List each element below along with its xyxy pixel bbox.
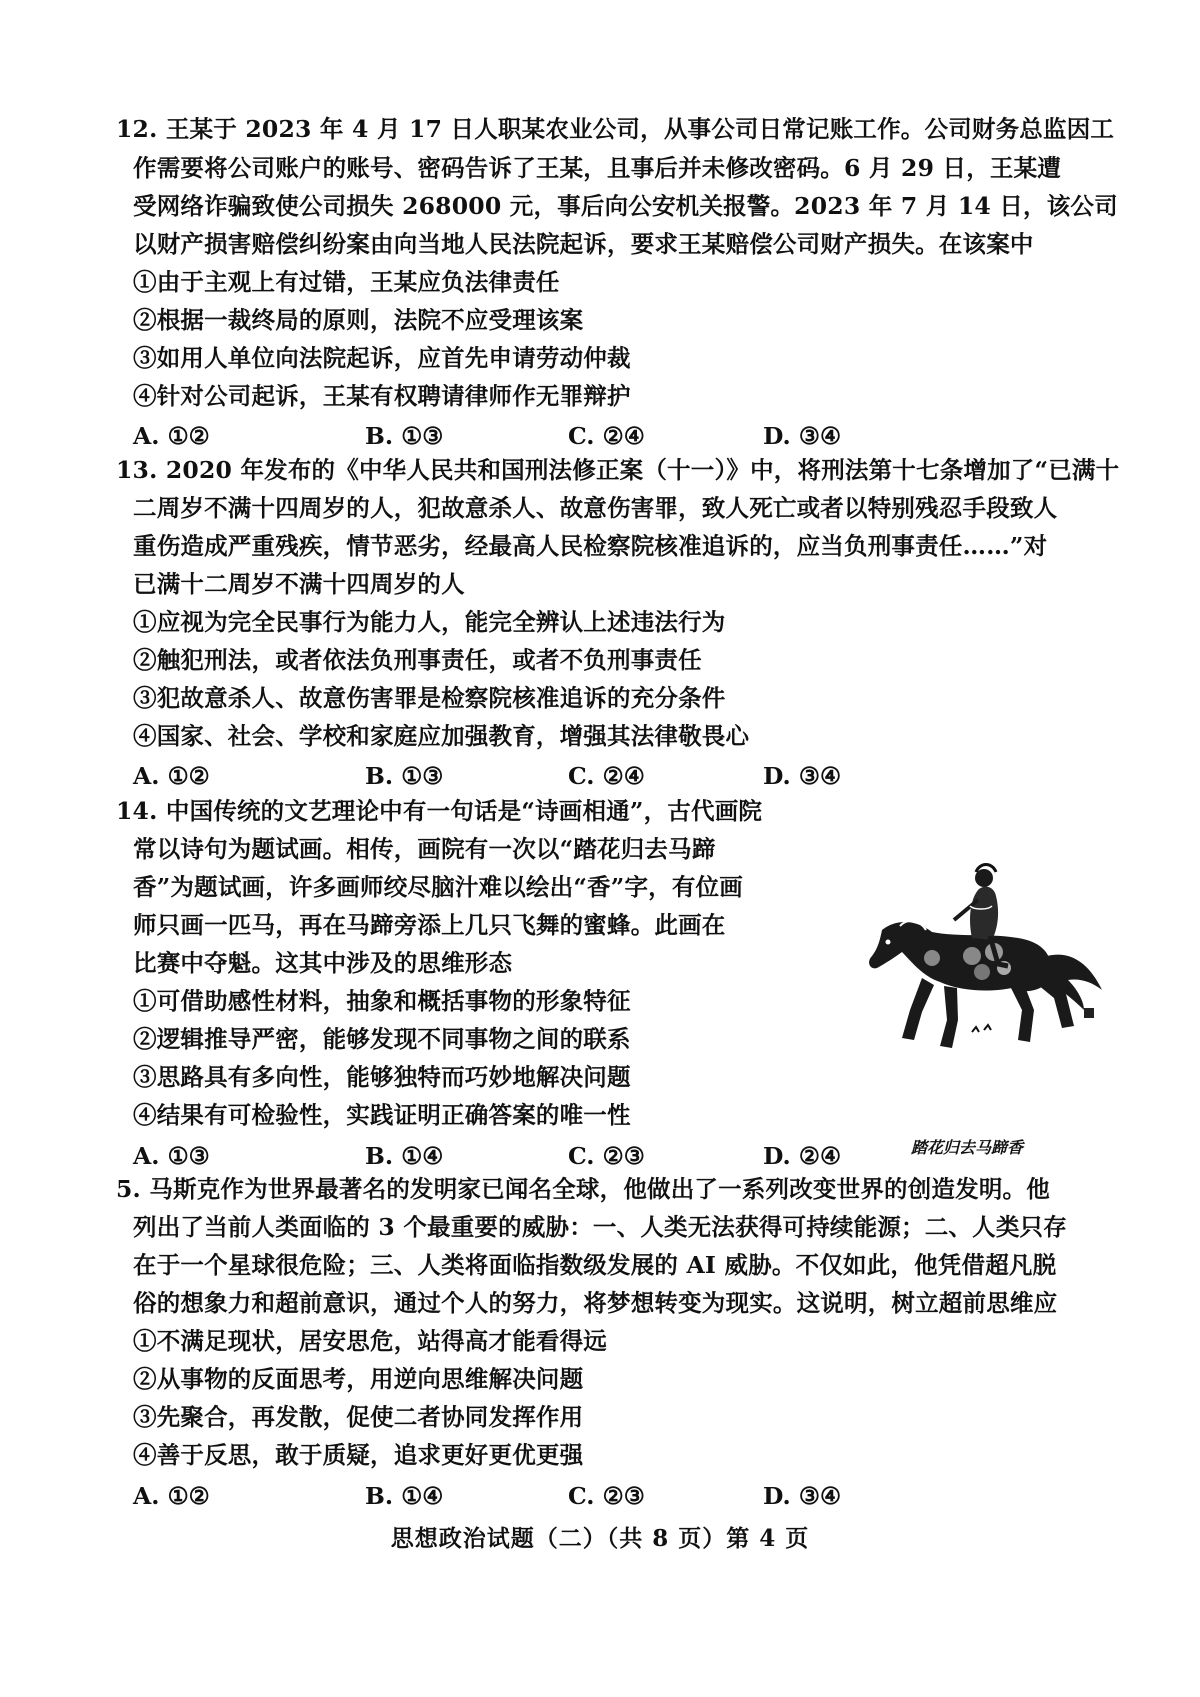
q14-option-a: A. ①③ xyxy=(133,1142,210,1170)
q14-stem-line-1: 14. 中国传统的文艺理论中有一句话是“诗画相通”，古代画院 xyxy=(116,797,763,825)
q12-option-b: B. ①③ xyxy=(365,422,444,450)
q15-option-a: A. ①② xyxy=(133,1482,210,1510)
q12-option-a: A. ①② xyxy=(133,422,210,450)
q13-stem-line-1: 13. 2020 年发布的《中华人民共和国刑法修正案（十一）》中，将刑法第十七条增加了“已满十 xyxy=(116,456,1120,484)
q15-option-c: C. ②③ xyxy=(568,1482,645,1510)
q15-stem-line-4: 俗的想象力和超前意识，通过个人的努力，将梦想转变为现实。这说明，树立超前思维应 xyxy=(133,1289,1058,1317)
q14-option-c: C. ②③ xyxy=(568,1142,645,1170)
q13-option-d: D. ③④ xyxy=(763,762,842,790)
q15-stem-line-2: 列出了当前人类面临的 3 个最重要的威胁：一、人类无法获得可持续能源；二、人类只存 xyxy=(133,1213,1067,1241)
q12-item-3: ③如用人单位向法院起诉，应首先申请劳动仲裁 xyxy=(133,344,631,372)
q14-option-b: B. ①④ xyxy=(365,1142,444,1170)
q15-item-2: ②从事物的反面思考，用逆向思维解决问题 xyxy=(133,1365,584,1393)
q15-option-d: D. ③④ xyxy=(763,1482,842,1510)
q14-stem-line-5: 比赛中夺魁。这其中涉及的思维形态 xyxy=(133,949,513,977)
q14-item-2: ②逻辑推导严密，能够发现不同事物之间的联系 xyxy=(133,1025,631,1053)
horse-painting-icon xyxy=(822,860,1112,1160)
q14-stem-line-4: 师只画一匹马，再在马蹄旁添上几只飞舞的蜜蜂。此画在 xyxy=(133,911,726,939)
q15-stem-line-3: 在于一个星球很危险；三、人类将面临指数级发展的 AI 威胁。不仅如此，他凭借超凡脱 xyxy=(133,1251,1057,1279)
q13-option-b: B. ①③ xyxy=(365,762,444,790)
q13-option-c: C. ②④ xyxy=(568,762,645,790)
q12-item-2: ②根据一裁终局的原则，法院不应受理该案 xyxy=(133,306,584,334)
q15-item-1: ①不满足现状，居安思危，站得高才能看得远 xyxy=(133,1327,607,1355)
q12-stem-line-1: 12. 王某于 2023 年 4 月 17 日人职某农业公司，从事公司日常记账工作。公司财务总监因工 xyxy=(116,115,1115,143)
q13-stem-line-4: 已满十二周岁不满十四周岁的人 xyxy=(133,570,465,598)
q13-option-a: A. ①② xyxy=(133,762,210,790)
figure-caption: 踏花归去马蹄香 xyxy=(910,1138,1023,1157)
q14-item-3: ③思路具有多向性，能够独特而巧妙地解决问题 xyxy=(133,1063,631,1091)
q15-item-3: ③先聚合，再发散，促使二者协同发挥作用 xyxy=(133,1403,584,1431)
q14-stem-line-3: 香”为题试画，许多画师绞尽脑汁难以绘出“香”字，有位画 xyxy=(133,873,743,901)
q14-item-4: ④结果有可检验性，实践证明正确答案的唯一性 xyxy=(133,1101,631,1129)
q15-item-4: ④善于反思，敢于质疑，追求更好更优更强 xyxy=(133,1441,584,1469)
q12-stem-line-3: 受网络诈骗致使公司损失 268000 元，事后向公安机关报警。2023 年 7 月 14 日，该公司 xyxy=(133,192,1118,220)
q15-stem-line-1: 5. 马斯克作为世界最著名的发明家已闻名全球，他做出了一系列改变世界的创造发明。他 xyxy=(116,1175,1050,1203)
q13-stem-line-3: 重伤造成严重残疾，情节恶劣，经最高人民检察院核准追诉的，应当负刑事责任……”对 xyxy=(133,532,1048,560)
page-footer: 思想政治试题（二）（共 8 页）第 4 页 xyxy=(390,1525,810,1552)
q13-stem-line-2: 二周岁不满十四周岁的人，犯故意杀人、故意伤害罪，致人死亡或者以特别残忍手段致人 xyxy=(133,494,1058,522)
q15-option-b: B. ①④ xyxy=(365,1482,444,1510)
q12-stem-line-4: 以财产损害赔偿纠纷案由向当地人民法院起诉，要求王某赔偿公司财产损失。在该案中 xyxy=(133,230,1034,258)
q12-item-1: ①由于主观上有过错，王某应负法律责任 xyxy=(133,268,560,296)
q12-item-4: ④针对公司起诉，王某有权聘请律师作无罪辩护 xyxy=(133,382,631,410)
q14-stem-line-2: 常以诗句为题试画。相传，画院有一次以“踏花归去马蹄 xyxy=(133,835,716,863)
q13-item-2: ②触犯刑法，或者依法负刑事责任，或者不负刑事责任 xyxy=(133,646,702,674)
q13-item-4: ④国家、社会、学校和家庭应加强教育，增强其法律敬畏心 xyxy=(133,722,750,750)
q13-item-3: ③犯故意杀人、故意伤害罪是检察院核准追诉的充分条件 xyxy=(133,684,726,712)
q14-item-1: ①可借助感性材料，抽象和概括事物的形象特征 xyxy=(133,987,631,1015)
q12-option-d: D. ③④ xyxy=(763,422,842,450)
q13-item-1: ①应视为完全民事行为能力人，能完全辨认上述违法行为 xyxy=(133,608,726,636)
q12-option-c: C. ②④ xyxy=(568,422,645,450)
q12-stem-line-2: 作需要将公司账户的账号、密码告诉了王某，且事后并未修改密码。6 月 29 日，王某遭 xyxy=(133,154,1061,182)
q14-option-d: D. ②④ xyxy=(763,1142,842,1170)
